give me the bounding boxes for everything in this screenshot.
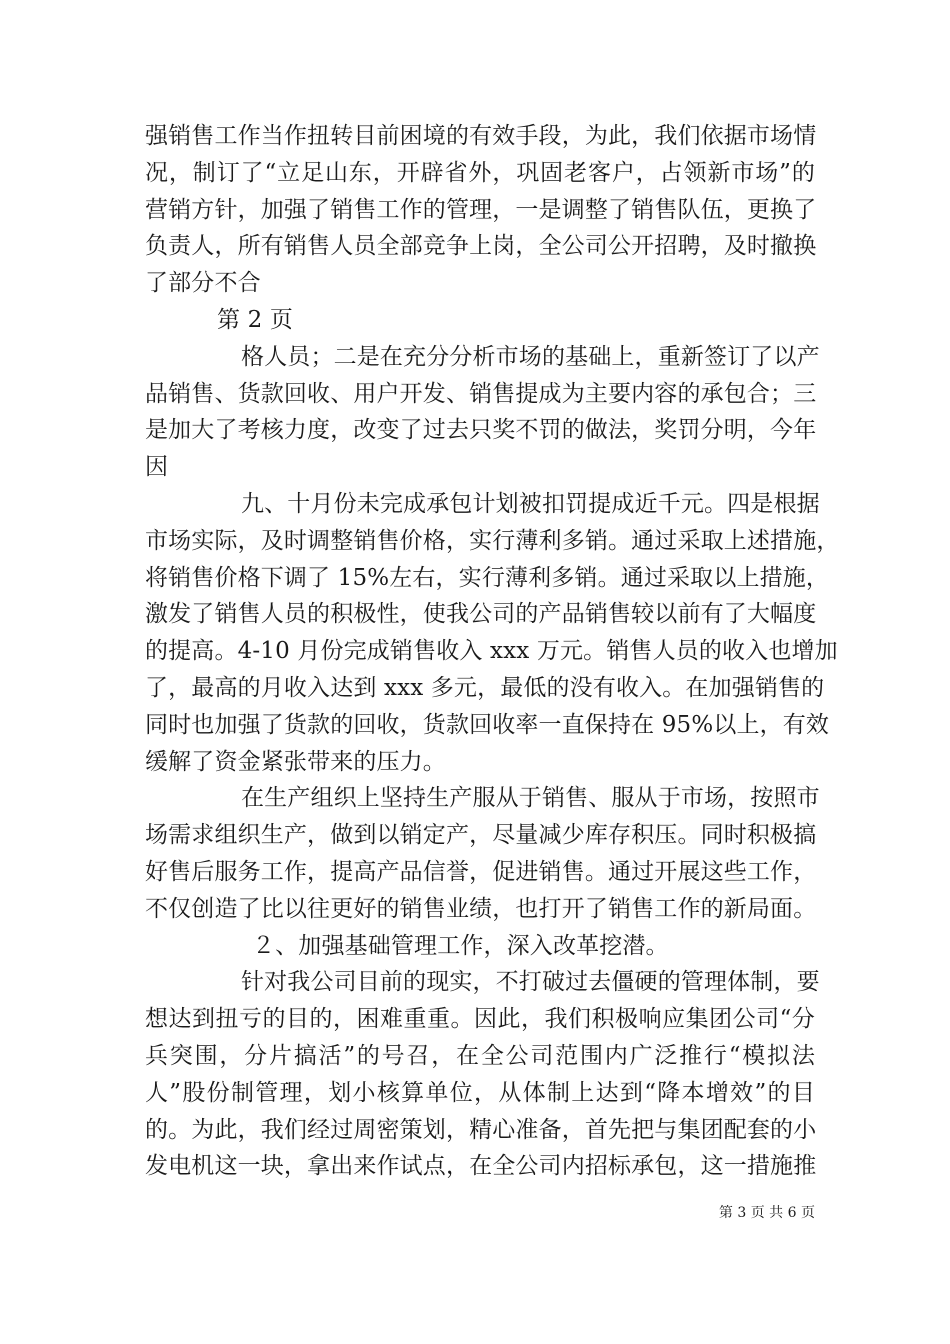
text-line: 九、十月份未完成承包计划被扣罚提成近千元。四是根据 bbox=[241, 490, 820, 517]
paragraph-production-organization bbox=[145, 780, 820, 927]
paragraph-contract-assessment bbox=[145, 339, 820, 486]
section-heading bbox=[145, 928, 815, 965]
text-line: 了，最高的月收入达到 xxx 多元，最低的没有收入。在加强销售的 bbox=[145, 674, 825, 701]
text-line: 市场实际，及时调整销售价格，实行薄利多销。通过采取上述措施， bbox=[145, 527, 840, 554]
text-line: 发电机这一块，拿出来作试点，在全公司内招标承包，这一措施推 bbox=[145, 1153, 817, 1180]
text-line: 场需求组织生产，做到以销定产，尽量减少库存积压。同时积极搞 bbox=[145, 822, 817, 849]
text-line: 的。为此，我们经过周密策划，精心准备，首先把与集团配套的小 bbox=[145, 1116, 817, 1143]
text-line: 将销售价格下调了 15%左右，实行薄利多销。通过采取以上措施， bbox=[145, 564, 830, 591]
text-line: 人”股份制管理，划小核算单位，从体制上达到“降本增效”的目 bbox=[145, 1079, 815, 1106]
inline-page-marker bbox=[145, 302, 815, 339]
section-heading-text: ２、加强基础管理工作，深入改革挖潜。 bbox=[252, 932, 669, 959]
text-line: 缓解了资金紧张带来的压力。 bbox=[145, 748, 446, 775]
text-line: 营销方针，加强了销售工作的管理，一是调整了销售队伍，更换了 bbox=[145, 196, 817, 223]
text-line: 同时也加强了货款的回收，货款回收率一直保持在 95%以上，有效 bbox=[145, 711, 830, 738]
page-number-text: 第 3 页 共 6 页 bbox=[718, 1205, 815, 1221]
text-line: 针对我公司目前的现实，不打破过去僵硬的管理体制，要 bbox=[241, 969, 820, 996]
text-line: 的提高。4-10 月份完成销售收入 xxx 万元。销售人员的收入也增加 bbox=[145, 638, 838, 665]
paragraph-management-reform bbox=[145, 964, 820, 1185]
text-line: 了部分不合 bbox=[145, 270, 261, 297]
text-line: 因 bbox=[145, 454, 169, 481]
text-line: 格人员；二是在充分分析市场的基础上，重新签订了以产 bbox=[241, 343, 820, 370]
text-line: 品销售、货款回收、用户开发、销售提成为主要内容的承包合；三 bbox=[145, 380, 817, 407]
text-line: 兵突围，分片搞活”的号召，在全公司范围内广泛推行“模拟法 bbox=[145, 1042, 815, 1069]
text-line: 况，制订了“立足山东，开辟省外，巩固老客户，占领新市场”的 bbox=[145, 159, 815, 186]
text-line: 强销售工作当作扭转目前困境的有效手段，为此，我们依据市场情 bbox=[145, 123, 817, 149]
text-line: 是加大了考核力度，改变了过去只奖不罚的做法，奖罚分明，今年 bbox=[145, 417, 817, 444]
page-footer bbox=[700, 1204, 815, 1222]
text-line: 在生产组织上坚持生产服从于销售、服从于市场，按照市 bbox=[241, 785, 820, 812]
text-line: 想达到扭亏的目的，困难重重。因此，我们积极响应集团公司“分 bbox=[145, 1006, 815, 1033]
paragraph-sales-strategy bbox=[145, 118, 815, 302]
text-line: 负责人，所有销售人员全部竞争上岗，全公司公开招聘，及时撤换 bbox=[145, 233, 817, 260]
page-marker-text: 第 2 页 bbox=[217, 306, 294, 333]
document-body bbox=[145, 118, 840, 1185]
paragraph-pricing-results bbox=[145, 486, 840, 780]
text-line: 激发了销售人员的积极性，使我公司的产品销售较以前有了大幅度 bbox=[145, 601, 817, 628]
text-line: 好售后服务工作，提高产品信誉，促进销售。通过开展这些工作， bbox=[145, 858, 817, 885]
text-line: 不仅创造了比以往更好的销售业绩，也打开了销售工作的新局面。 bbox=[145, 895, 817, 922]
